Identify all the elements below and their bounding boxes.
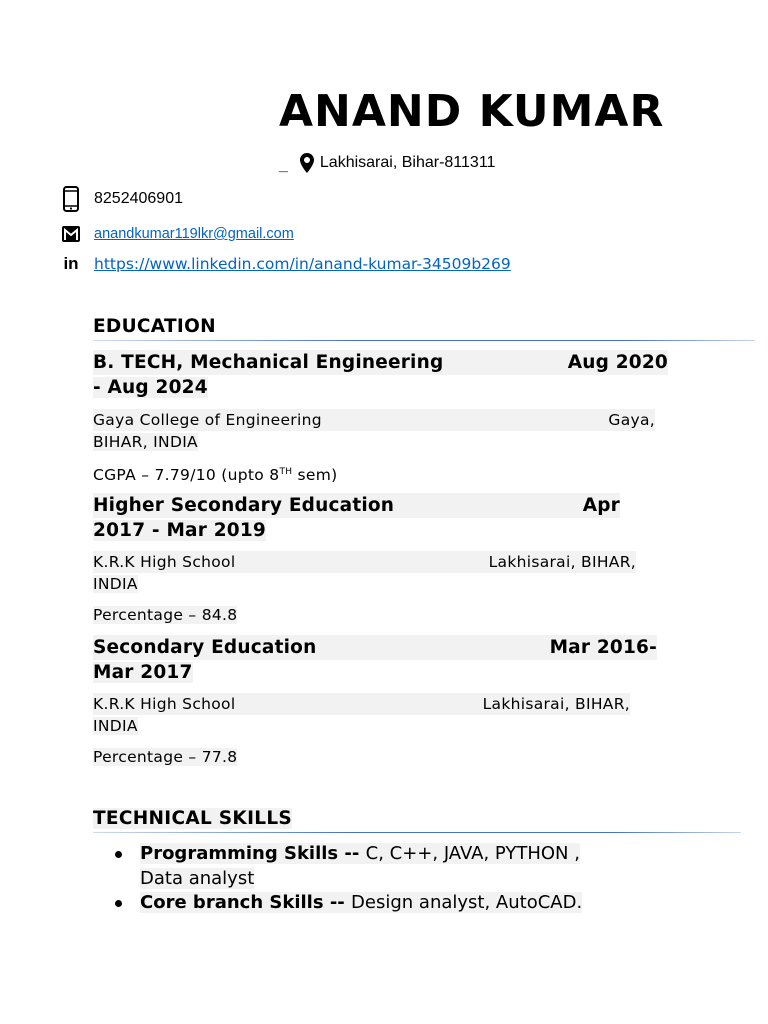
linkedin-row [60,254,511,274]
degree-dates: Aug 2020 [567,352,668,373]
education-score [93,604,668,626]
school-location-cont: INDIA [93,575,138,593]
address-dash: _ [279,157,288,174]
degree-dates: Apr [582,495,620,516]
school-location: Lakhisarai, BIHAR, [488,553,636,571]
score-sup: TH [279,467,293,477]
email-row [60,224,294,244]
education-score [93,461,668,486]
education-entry-school [93,693,630,737]
address-text: Lakhisarai, Bihar-811311 [319,154,496,171]
skill-label: Core branch Skills -- [140,892,352,913]
education-entry-title [93,350,668,400]
linkedin-link[interactable]: https://www.linkedin.com/in/anand-kumar-34509b269 [94,255,511,273]
address-line [279,152,495,174]
education-score [93,746,668,768]
phone-number: 8252406901 [94,190,183,207]
education-entry-school [93,551,636,595]
skill-value: Design analyst, AutoCAD. [351,892,583,913]
candidate-name: ANAND KUMAR [279,86,665,137]
score-text: Percentage – 77.8 [93,748,238,766]
degree-dates-cont: - Aug 2024 [93,377,208,398]
skill-item-programming [105,842,665,891]
skills-list [105,842,665,916]
school-location: Lakhisarai, BIHAR, [482,695,630,713]
skill-label: Programming Skills -- [140,843,366,864]
location-pin-icon [300,153,314,173]
education-divider [93,340,755,341]
school-name: K.R.K High School [93,695,236,713]
school-location: Gaya, [608,411,655,429]
degree-dates-cont: 2017 - Mar 2019 [93,520,266,541]
education-entry-school [93,409,655,453]
school-name: Gaya College of Engineering [93,411,322,429]
degree-dates-cont: Mar 2017 [93,662,193,683]
gmail-icon [60,224,82,244]
school-name: K.R.K High School [93,553,236,571]
skills-divider [93,832,741,833]
education-heading: EDUCATION [93,316,216,337]
score-text: Percentage – 84.8 [93,606,238,624]
bullet-icon [115,900,122,907]
education-entry-title [93,493,620,543]
score-prefix: CGPA – 7.79/10 (upto 8 [93,466,280,485]
degree-title: B. TECH, Mechanical Engineering [93,352,444,373]
skills-heading: TECHNICAL SKILLS [93,808,293,829]
skill-item-core [105,891,665,916]
school-location-cont: BIHAR, INDIA [93,433,198,451]
school-location-cont: INDIA [93,717,138,735]
email-link[interactable]: anandkumar119lkr@gmail.com [94,226,294,242]
degree-dates: Mar 2016- [549,637,657,658]
phone-icon [60,186,82,212]
phone-row [60,186,183,212]
linkedin-icon: in [63,254,79,273]
skill-value-cont: Data analyst [140,867,255,889]
skill-value: C, C++, JAVA, PYTHON , [365,843,580,864]
score-suffix: sem) [292,466,338,485]
degree-title: Secondary Education [93,637,317,658]
bullet-icon [115,851,122,858]
education-entry-title [93,635,657,685]
degree-title: Higher Secondary Education [93,495,395,516]
